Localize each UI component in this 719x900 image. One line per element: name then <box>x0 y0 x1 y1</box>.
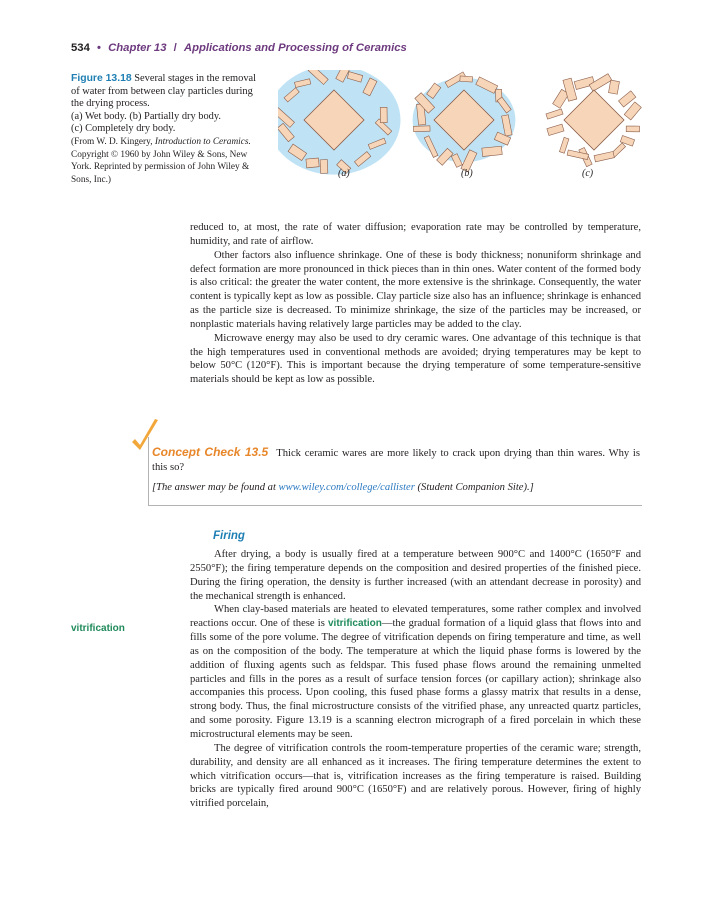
caption-text: Several stages in the removal of water from between clay particles during the drying process. <box>71 73 257 110</box>
paragraph: The degree of vitrification controls the room-temperature properties of the ceramic ware; strength, durability, and density are all enhanced as it increases. The firing temperature determines the extent to which vitrification occurs—that is, vitrification increases as the firing temperature is raised. Building bricks are typically fired around 900°C (1650°F) and are relatively porous. However, firing of highly vitrified porcelain, <box>190 742 641 810</box>
paragraph <box>190 603 641 741</box>
clay-particle <box>609 80 620 94</box>
paragraph-text: When clay-based materials are heated to elevated temperatures, some rather complex and involved reactions occur. One of these is <box>190 604 641 630</box>
clay-particle <box>306 158 319 168</box>
paragraph: Other factors also influence shrinkage. One of these is body thickness; nonuniform shrinkage and defect formation are more pronounced in thick pieces than in thin ones. Water content of the formed body is also critical: the greater the water content, the more extensive is the shrinkage. Consequently, the water content is typically kept as low as possible. Clay particle size also has an influence; shrinkage is enhanced as the particle size is decreased. To minimize shrinkage, the size of the particles may be increased, or nonplastic materials having relatively large particles may be added to the clay. <box>190 249 641 330</box>
clay-particle <box>546 109 563 119</box>
section-heading: Firing <box>213 530 245 542</box>
panel-a <box>278 70 401 175</box>
answer-suffix: (Student Companion Site).] <box>417 482 534 493</box>
chapter-label: Chapter 13 <box>108 42 167 54</box>
panel-label-a: (a) <box>338 168 350 179</box>
paragraph: Microwave energy may also be used to dry ceramic wares. One advantage of this technique is that the high temperatures used in conventional methods are avoided; drying temperatures may be kept to below 50°C (120°F). This is important because the drying temperature of some temperature-sensitive materials should be kept as low as possible. <box>190 332 641 386</box>
clay-particle <box>482 146 502 156</box>
answer-prefix: [The answer may be found at <box>152 482 276 493</box>
source-credit-1: (From W. D. Kingery, <box>71 136 153 147</box>
chapter-title: Applications and Processing of Ceramics <box>183 42 407 54</box>
body-text-firing <box>190 548 641 811</box>
paragraph: reduced to, at most, the rate of water diffusion; evaporation rate may be controlled by temperature, humidity, and rate of airflow. <box>190 222 641 247</box>
clay-particle <box>414 126 431 132</box>
header-bullet: • <box>97 42 101 54</box>
clay-particle <box>320 160 328 174</box>
clay-particle <box>460 76 473 82</box>
panel-label-c: (c) <box>582 168 594 179</box>
answer-link[interactable]: www.wiley.com/college/callister <box>278 482 415 493</box>
clay-particle <box>380 107 387 122</box>
source-credit-2: Copyright © 1960 by John Wiley & Sons, New York. Reprinted by permission of John Wiley & Sons, Inc.) <box>71 149 250 185</box>
concept-check-question <box>152 445 640 475</box>
concept-check-title: Concept Check 13.5 <box>152 445 269 459</box>
panel-c <box>546 74 641 167</box>
header-slash: / <box>173 42 177 54</box>
margin-glossary-term: vitrification <box>71 623 125 634</box>
source-book: Introduction to Ceramics. <box>154 136 251 147</box>
body-text-top <box>190 221 641 387</box>
caption-a: (a) Wet body. <box>71 110 127 122</box>
key-term: vitrification <box>327 618 382 630</box>
paragraph-text: —the gradual formation of a liquid glass that flows into and fills some of the pore volume. The degree of vitrification depends on firing temperature and time, as well as on the composition of the body. The temperature at which the liquid phase forms is lowered by the addition of fluxing agents such as feldspar. This fused phase flows around the remaining unmelted particles and fills in the pores as a result of surface tension forces (or capillary action); shrinkage also accompanies this process. Upon cooling, this fused phase forms a glassy matrix that results in a dense, strong body. Thus, the final microstructure consists of the vitrified phase, any unreacted quartz particles, and some porosity. Figure 13.19 is a scanning electron micrograph of a fired porcelain in which these microstructural elements may be seen. <box>190 618 642 740</box>
clay-particle <box>594 151 614 161</box>
concept-check-text: Thick ceramic wares are more likely to crack upon drying than thin wares. Why is this so? <box>152 448 640 473</box>
panel-b <box>413 72 516 172</box>
clay-particle <box>547 124 564 135</box>
clay-particle <box>559 137 569 153</box>
caption-c: (c) Completely dry body. <box>71 123 176 135</box>
panel-label-b: (b) <box>461 168 473 179</box>
clay-particle <box>626 126 639 132</box>
figure-label: Figure 13.18 <box>71 73 132 84</box>
concept-check-answer <box>152 482 534 493</box>
page-number: 534 <box>71 42 90 54</box>
paragraph: After drying, a body is usually fired at a temperature between 900°C and 1400°C (1650°F and 2550°F); the firing temperature depends on the composition and desired properties of the finished piece. During the firing operation, the density is further increased (with an attendant decrease in porosity) and the mechanical strength is enhanced. <box>190 549 641 602</box>
caption-b: (b) Partially dry body. <box>129 110 221 122</box>
figure-caption <box>71 73 267 186</box>
running-header <box>71 42 407 54</box>
